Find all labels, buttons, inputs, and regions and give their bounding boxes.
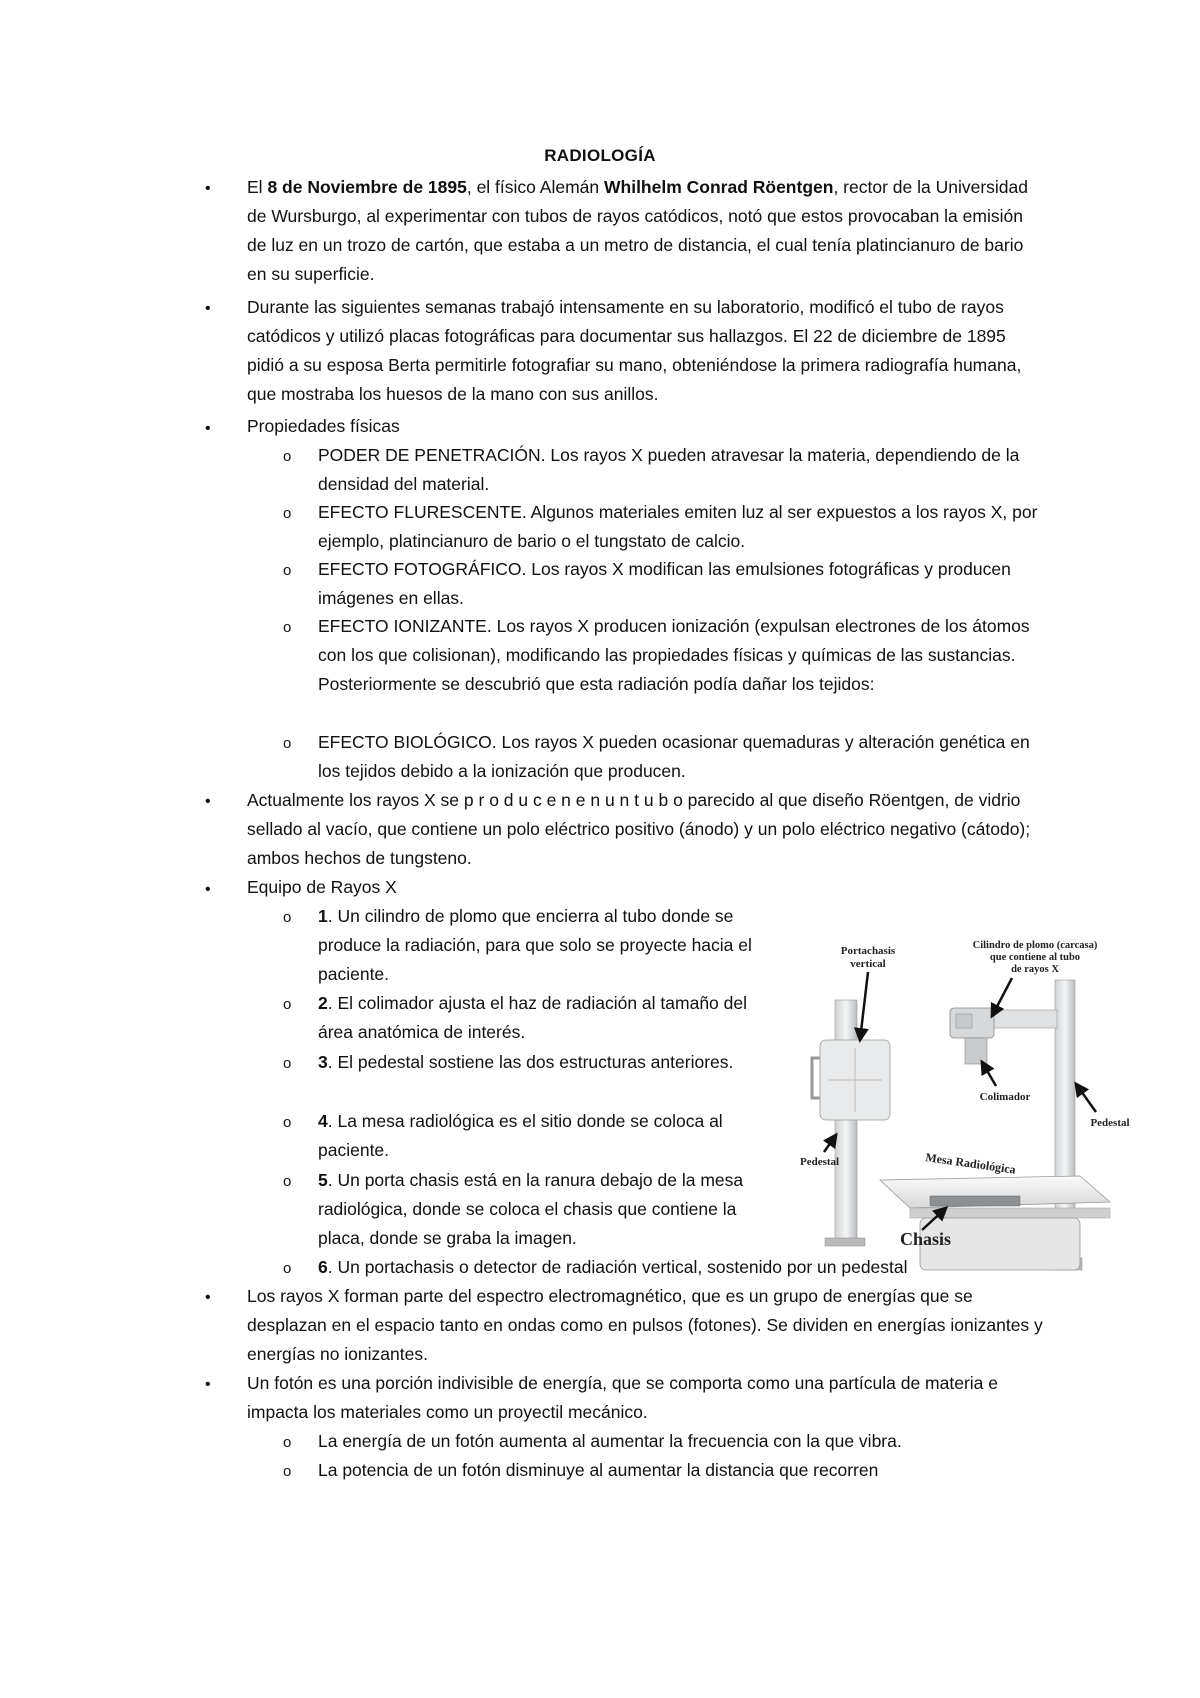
sub-bullet-icon: o [283, 1260, 292, 1277]
chasis-slot [930, 1196, 1020, 1206]
sub-bullet-icon: o [283, 1114, 292, 1131]
sub-bullet-icon: o [283, 909, 292, 926]
sub-bullet-icon: o [283, 1055, 292, 1072]
bullet-icon: • [205, 420, 211, 437]
sub-bullet-icon: o [283, 619, 292, 636]
paragraph-tubo: Actualmente los rayos X se p r o d u c e n e n u n t u b o parecido al que diseño Röentgen, de vidrio sellado al vacío, que contiene un polo eléctrico positivo (ánodo) y un polo eléctrico negativo (cátodo); ambos hechos de tungsteno. [247, 790, 1031, 868]
property-item: PODER DE PENETRACIÓN. Los rayos X pueden atravesar la materia, dependiendo de la densidad del material. [318, 445, 1020, 494]
paragraph-espectro: Los rayos X forman parte del espectro electromagnético, que es un grupo de energías que se desplazan en el espacio tanto en ondas como en pulsos (fotones). Se dividen en energías ionizantes y energías no ionizantes. [247, 1286, 1043, 1364]
vertical-stand [835, 1000, 857, 1245]
equipment-item: 2. El colimador ajusta el haz de radiación al tamaño del área anatómica de interés. [318, 993, 747, 1042]
paragraph-roentgen: El 8 de Noviembre de 1895, el físico Alemán Whilhelm Conrad Röentgen, rector de la Universidad de Wursburgo, al experimentar con tubos de rayos catódicos, notó que estos provocaban la emisión de luz en un trozo de cartón, que estaba a un metro de distancia, el cual tenía platincianuro de bario en su superficie. [247, 177, 1028, 284]
equipment-item: 6. Un portachasis o detector de radiación vertical, sostenido por un pedestal [318, 1257, 908, 1277]
bullet-icon: • [205, 793, 211, 810]
paragraph-foton: Un fotón es una porción indivisible de energía, que se comporta como una partícula de materia e impacta los materiales como un proyectil mecánico. [247, 1373, 999, 1422]
label-pedestal-right: Pedestal [1090, 1117, 1130, 1129]
label-chasis: Chasis [900, 1229, 952, 1249]
label-colimador: Colimador [979, 1091, 1031, 1103]
label-cilindro-rayos: de rayos X [1011, 964, 1059, 975]
label-portachasis: Portachasis [840, 945, 896, 957]
label-cilindro-tubo: que contiene al tubo [989, 952, 1081, 963]
sub-bullet-icon: o [283, 562, 292, 579]
bullet-icon: • [205, 1289, 211, 1306]
property-item: EFECTO FOTOGRÁFICO. Los rayos X modifican las emulsiones fotográficas y producen imágenes en ellas. [318, 559, 1011, 608]
bullet-icon: • [205, 300, 211, 317]
label-mesa: Mesa Radiológica [924, 1150, 1017, 1177]
label-pedestal-left: Pedestal [800, 1156, 840, 1168]
equipment-item: 5. Un porta chasis está en la ranura debajo de la mesa radiológica, donde se coloca el chasis que contiene la placa, donde se graba la imagen. [318, 1170, 744, 1248]
sub-bullet-icon: o [283, 996, 292, 1013]
bullet-icon: • [205, 1376, 211, 1393]
sub-bullet-icon: o [283, 1463, 292, 1480]
paragraph-equipo: Equipo de Rayos X [247, 877, 397, 897]
photon-item: La potencia de un fotón disminuye al aumentar la distancia que recorren [318, 1460, 879, 1480]
paragraph-laboratorio: Durante las siguientes semanas trabajó intensamente en su laboratorio, modificó el tubo de rayos catódicos y utilizó placas fotográficas para documentar sus hallazgos. El 22 de diciembre de 1895 pidió a su esposa Berta permitirle fotografiar su mano, obteniéndose la primera radiografía humana, que mostraba los huesos de la mano con sus anillos. [247, 297, 1022, 404]
property-item: EFECTO IONIZANTE. Los rayos X producen ionización (expulsan electrones de los átomos con los que colisionan), modificando las propiedades físicas y químicas de las sustancias. Posteriormente se descubrió que esta radiación podía dañar los tejidos: [318, 616, 1030, 694]
equipment-item: 1. Un cilindro de plomo que encierra al tubo donde se produce la radiación, para que solo se proyecte hacia el paciente. [318, 906, 752, 984]
photon-item: La energía de un fotón aumenta al aumentar la frecuencia con la que vibra. [318, 1431, 902, 1451]
paragraph-propiedades: Propiedades físicas [247, 416, 400, 436]
sub-bullet-icon: o [283, 448, 292, 465]
property-item: EFECTO BIOLÓGICO. Los rayos X pueden ocasionar quemaduras y alteración genética en los tejidos debido a la ionización que producen. [318, 732, 1030, 781]
sub-bullet-icon: o [283, 735, 292, 752]
collimator [965, 1038, 987, 1064]
equipment-item: 4. La mesa radiológica es el sitio donde se coloca al paciente. [318, 1111, 723, 1160]
sub-bullet-icon: o [283, 505, 292, 522]
bullet-icon: • [205, 180, 211, 197]
label-cilindro: Cilindro de plomo (carcasa) [972, 940, 1098, 951]
xray-equipment-figure [800, 940, 1135, 1280]
label-portachasis-vertical: vertical [850, 958, 886, 970]
sub-bullet-icon: o [283, 1173, 292, 1190]
page-title: RADIOLOGÍA [544, 146, 656, 165]
bullet-icon: • [205, 881, 211, 898]
property-item: EFECTO FLURESCENTE. Algunos materiales emiten luz al ser expuestos a los rayos X, por ejemplo, platincianuro de bario o el tungstato de calcio. [318, 502, 1038, 551]
sub-bullet-icon: o [283, 1434, 292, 1451]
equipment-item: 3. El pedestal sostiene las dos estructuras anteriores. [318, 1052, 734, 1072]
